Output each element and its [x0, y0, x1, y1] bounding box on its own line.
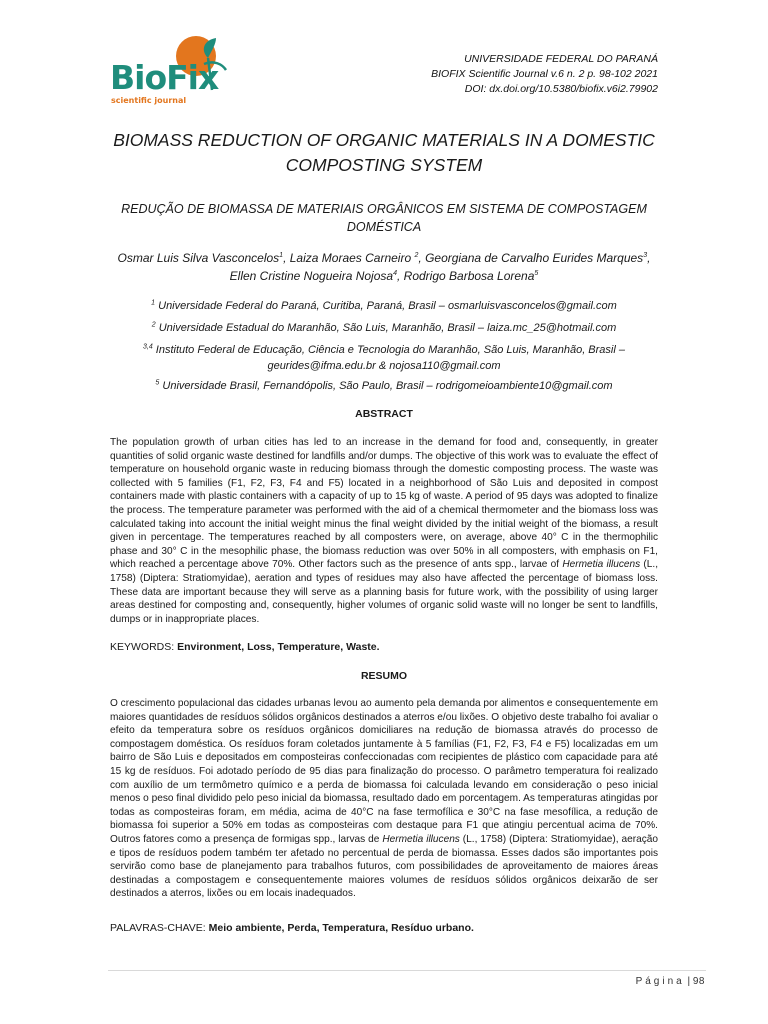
footer-divider: [108, 970, 706, 971]
resumo-text: (L., 1758) (Diptera: Stratiomyidae), aeração e tipos de resíduos podem também ter afetado no percentual de perda de biomassa. Esses dados são importantes pois servirão como base de planejamento para trabalhos futuros, com possibilidades de aproveitamento de maiores áreas destinadas a compostagem e consequentemente maiores volumes de resíduos sólidos orgânicos deixarão de ser destinados a aterros, lixões ou em locais inadequados.: [110, 833, 658, 900]
species-name: Hermetia illucens: [382, 833, 460, 845]
affiliation-sup: 3,4: [142, 343, 153, 351]
affiliation-text: Universidade Brasil, Fernandópolis, São Paulo, Brasil – rodrigomeioambiente10@gmail.com: [159, 380, 613, 392]
affiliation-text: Universidade Estadual do Maranhão, São Luis, Maranhão, Brasil – laiza.mc_25@hotmail.com: [155, 322, 617, 334]
keywords: [110, 640, 658, 654]
abstract-heading: ABSTRACT: [355, 408, 413, 420]
affiliation-2: [110, 320, 658, 336]
author-name: Osmar Luis Silva Vasconcelos: [117, 251, 280, 265]
resumo-text: O crescimento populacional das cidades urbanas levou ao aumento pela demanda por alimentos e consequentemente em maiores quantidades de resíduos sólidos orgânicos destinados a aterros e/ou lixões. O objetivo deste trabalho foi avaliar o efeito da temperatura sobre os resíduos orgânicos domiciliares na redução de biomassa através do processo de compostagem doméstica. Os resíduos foram coletados juntamente à 5 famílias (F1, F2, F3, F4 e F5) localizadas em um bairro de São Luis e depositados em composteiras confeccionadas com recipientes de plástico com capacidade para até 15 kg de resíduos. Foi adotado período de 95 dias para finalização do processo. O parâmetro temperatura foi realizado com auxílio de um termômetro químico e a perda de biomassa foi calculada levando em consideração o peso inicial menos o peso final dividido pelo peso inicial da biomassa, resultado dado em porcentagem. As temperaturas atingidas por todas as composteiras foram, em média, acima de 40°C na fase termofílica e 30°C na fase mesofílica, a redução de biomassa foi superior a 50% em todas as composteiras com destaque para F1 que atingiu percentual acima de 70%. Outros fatores como a presença de formigas spp., larvas de: [110, 698, 658, 845]
author-name: Rodrigo Barbosa Lorena: [403, 269, 535, 283]
species-name: Hermetia illucens: [562, 559, 641, 571]
paper-subtitle: REDUÇÃO DE BIOMASSA DE MATERIAIS ORGÂNICOS EM SISTEMA DE COMPOSTAGEM DOMÉSTICA: [121, 202, 647, 234]
palavras-label: PALAVRAS-CHAVE:: [110, 922, 209, 934]
author-sup: 3: [643, 252, 648, 259]
author-sep: ,: [647, 251, 651, 265]
keywords-label: KEYWORDS:: [110, 641, 178, 653]
affiliation-4: [110, 378, 658, 394]
page-number: 98: [692, 976, 705, 987]
affiliation-sup: 1: [151, 299, 156, 307]
resumo-heading: RESUMO: [360, 670, 408, 682]
page-label: Página: [635, 976, 685, 987]
affiliation-3: [140, 342, 628, 374]
author-sep: ,: [283, 251, 290, 265]
author-sup: 2: [414, 252, 419, 259]
affiliation-sup: 2: [151, 321, 156, 329]
author-list: [110, 249, 658, 285]
abstract-body: [110, 436, 658, 626]
resumo-body: [110, 697, 658, 901]
author-sup: 4: [393, 270, 397, 277]
author-name: Ellen Cristine Nogueira Nojosa: [229, 269, 394, 283]
affiliation-sup: 5: [155, 379, 160, 387]
keywords-value: Environment, Loss, Temperature, Waste.: [177, 641, 380, 653]
author-name: Laiza Moraes Carneiro: [289, 251, 415, 265]
university-name: UNIVERSIDADE FEDERAL DO PARANÁ: [464, 53, 658, 65]
author-sup: 5: [534, 270, 539, 277]
author-sep: ,: [418, 251, 426, 265]
logo-wordmark: BioFix: [110, 58, 219, 97]
affiliation-text: Instituto Federal de Educação, Ciência e Tecnologia do Maranhão, São Luis, Maranhão, Brasil – geurides@ifma.edu.br & nojosa110@gmail.com: [152, 344, 625, 372]
journal-logo: [108, 34, 233, 106]
page-footer: [636, 976, 705, 987]
author-name: Georgiana de Carvalho Eurides Marques: [425, 251, 644, 265]
doi-link[interactable]: DOI: dx.doi.org/10.5380/biofix.v6i2.79902: [464, 83, 658, 95]
palavras-chave: [110, 921, 658, 935]
logo-subtitle: scientific journal: [111, 96, 187, 105]
affiliation-1: [110, 298, 658, 314]
affiliation-text: Universidade Federal do Paraná, Curitiba, Paraná, Brasil – osmarluisvasconcelos@gmail.com: [155, 300, 617, 312]
abstract-text: The population growth of urban cities has led to an increase in the demand for food and, consequently, in greater quantities of solid organic waste destined for landfills and/or dumps. The objective of this work was to evaluate the effect of temperature on household organic waste in reducing biomass through the domestic composting process. The waste was collected with 5 families (F1, F2, F3, F4 and F5) located in a neighborhood of São Luis and deposited in compost containers made with plastic containers with a capacity of up to 15 kg of waste. A period of 95 days was adopted to finalize the process. The temperature parameter was performed with the aid of a chemical thermometer and the biomass loss was calculated taking into account the initial weight minus the final weight divided by the initial weight of the biomass, a result given in percentage. The temperatures reached by all composters were, on average, above 40° C in the thermophilic phase and 30° C in the mesophilic phase, the biomass reduction was over 50% in all composters, with emphasis on F1, which reached a percentage above 70%. Other factors such as the presence of ants spp., larvae of: [110, 437, 658, 571]
footer-separator: |: [684, 976, 693, 987]
abstract-text: (L., 1758) (Diptera: Stratiomyidae), aeration and types of residues may also have affected the percentage of biomass loss. These data are important because they will serve as a planning basis for future work, with the possibility of using larger areas destined for composting and, consequently, higher volumes of organic solid waste will no longer be sent to landfills, dumps or in inappropriate places.: [110, 559, 659, 625]
palavras-value: Meio ambiente, Perda, Temperatura, Resíduo urbano.: [208, 922, 474, 934]
author-sep: ,: [396, 269, 404, 283]
paper-title: BIOMASS REDUCTION OF ORGANIC MATERIALS IN A DOMESTIC COMPOSTING SYSTEM: [113, 130, 655, 175]
author-sup: 1: [279, 252, 284, 259]
journal-info: [431, 52, 658, 97]
journal-citation: BIOFIX Scientific Journal v.6 n. 2 p. 98-102 2021: [431, 68, 658, 80]
